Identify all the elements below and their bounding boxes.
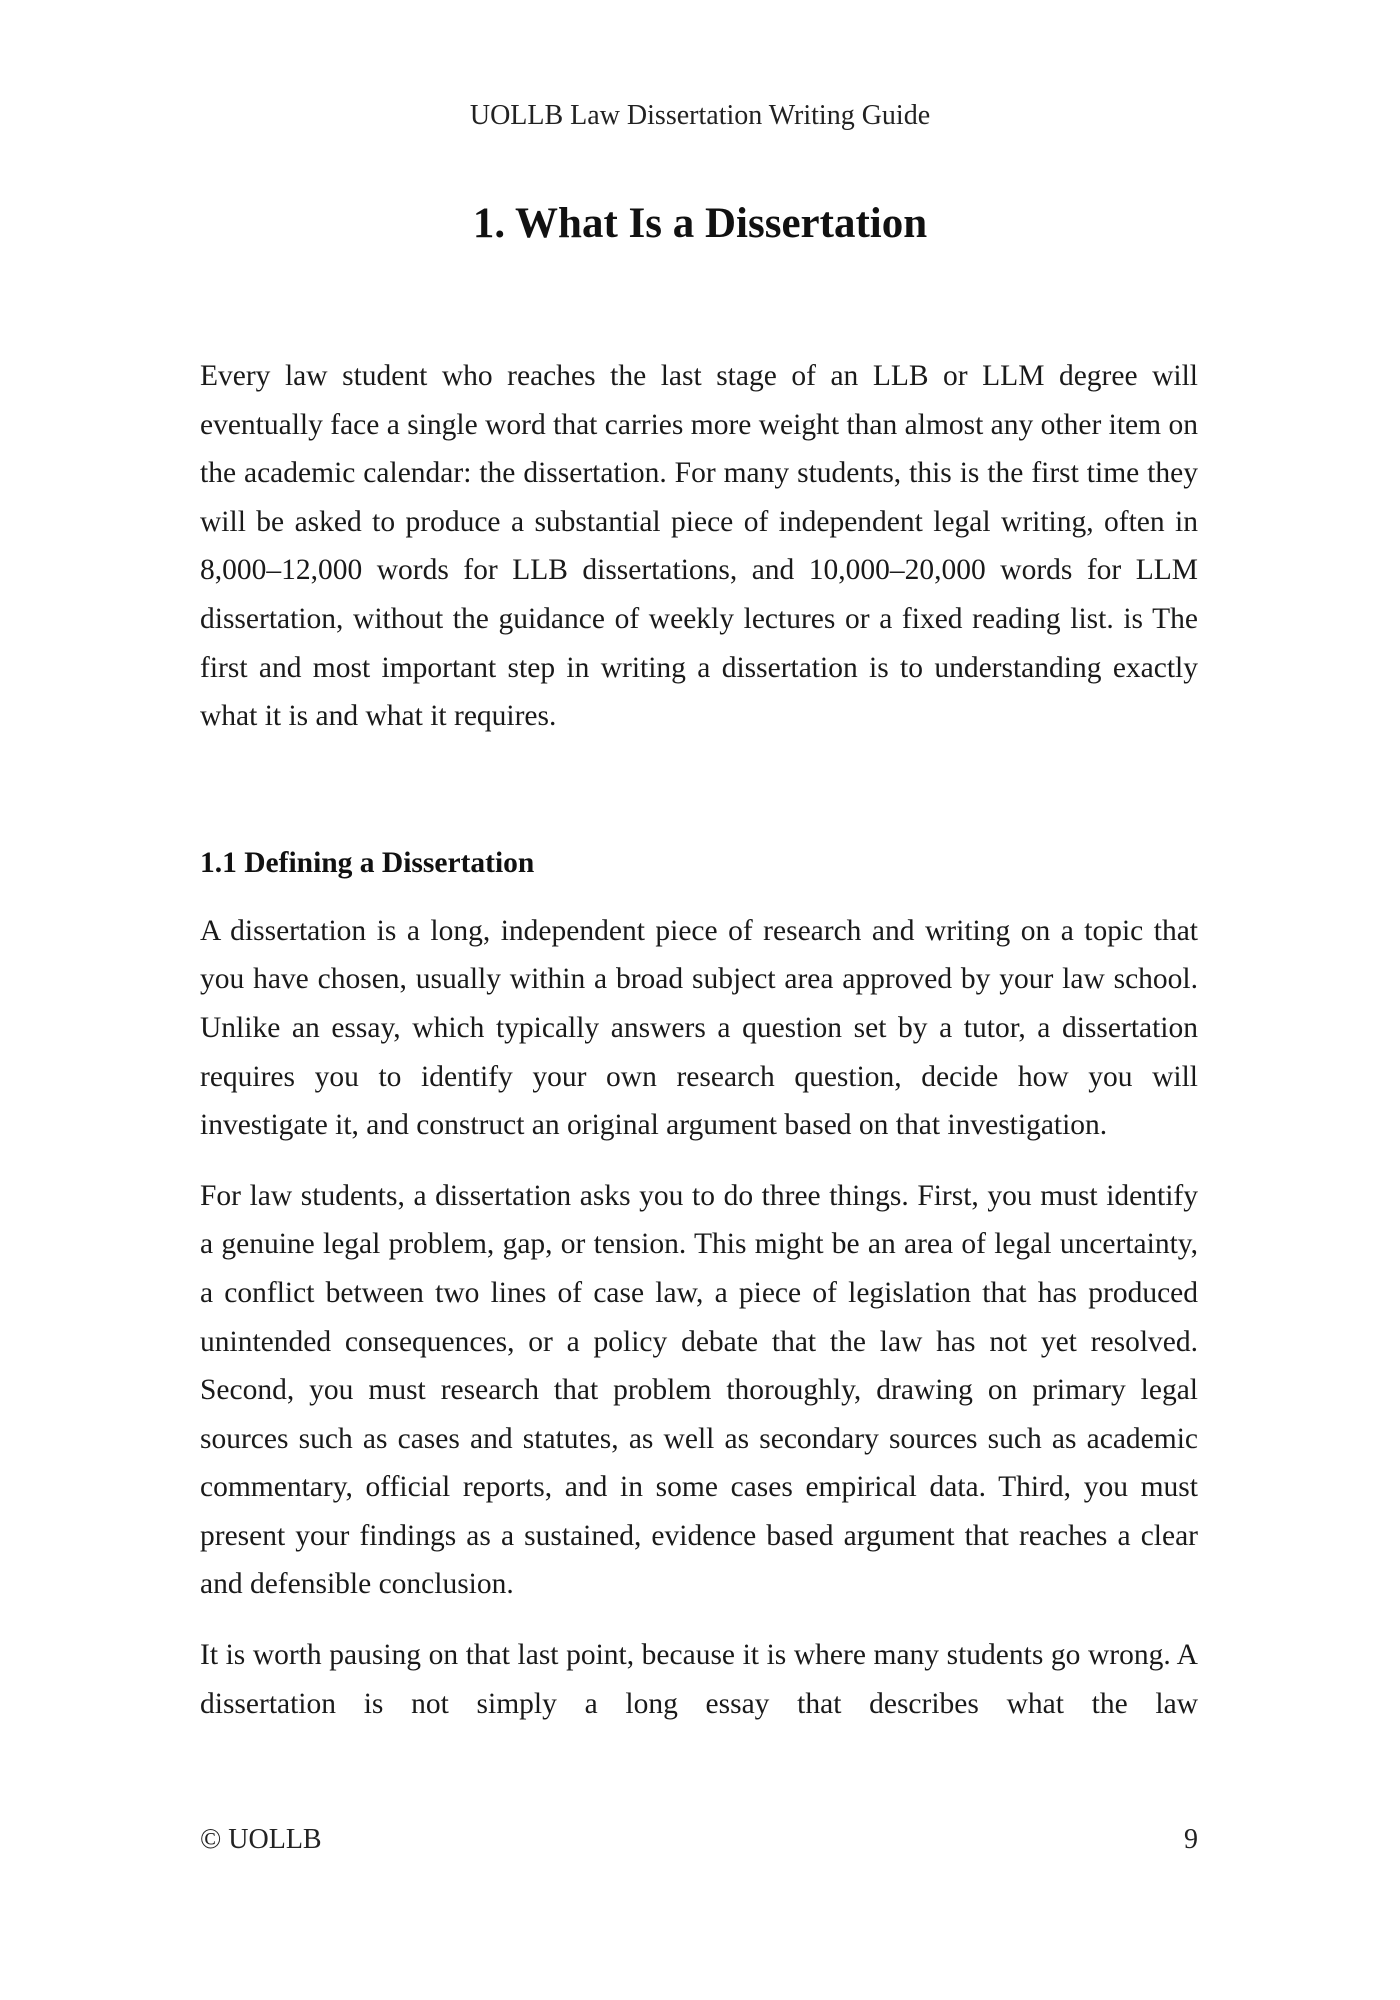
running-header: UOLLB Law Dissertation Writing Guide (469, 100, 931, 131)
page-number: 9 (1184, 1824, 1198, 1855)
page-body (200, 352, 1198, 1750)
body-paragraph: A dissertation is a long, independent piece of research and writing on a topic that you have chosen, usually within a broad subject area approved by your law school. Unlike an essay, which typically answers a question set by a tutor, a dissertation requires you to identify your own research question, decide how you will investigate it, and construct an original argument based on that investigation. (200, 914, 1198, 1142)
body-paragraph: For law students, a dissertation asks you to do three things. First, you must identify a genuine legal problem, gap, or tension. This might be an area of legal uncertainty, a conflict between two lines of case law, a piece of legislation that has produced unintended consequences, or a policy debate that the law has not yet resolved. Second, you must research that problem thoroughly, drawing on primary legal sources such as cases and statutes, as well as secondary sources such as academic commentary, official reports, and in some cases empirical data. Third, you must present your findings as a sustained, evidence based argument that reaches a clear and defensible conclusion. (200, 1179, 1198, 1601)
footer-copyright: © UOLLB (200, 1824, 322, 1855)
chapter-title: 1. What Is a Dissertation (472, 200, 928, 247)
section-heading: 1.1 Defining a Dissertation (200, 846, 535, 879)
body-paragraph: It is worth pausing on that last point, because it is where many students go wrong. A dissertation is not simply a long essay that describes what the law (200, 1639, 1198, 1720)
intro-paragraph: Every law student who reaches the last stage of an LLB or LLM degree will eventually face a single word that carries more weight than almost any other item on the academic calendar: the dissertation. For many students, this is the first time they will be asked to produce a substantial piece of independent legal writing, often in 8,000–12,000 words for LLB dissertations, and 10,000–20,000 words for LLM dissertation, without the guidance of weekly lectures or a fixed reading list. is The first and most important step in writing a dissertation is to understanding exactly what it is and what it requires. (200, 360, 1198, 733)
